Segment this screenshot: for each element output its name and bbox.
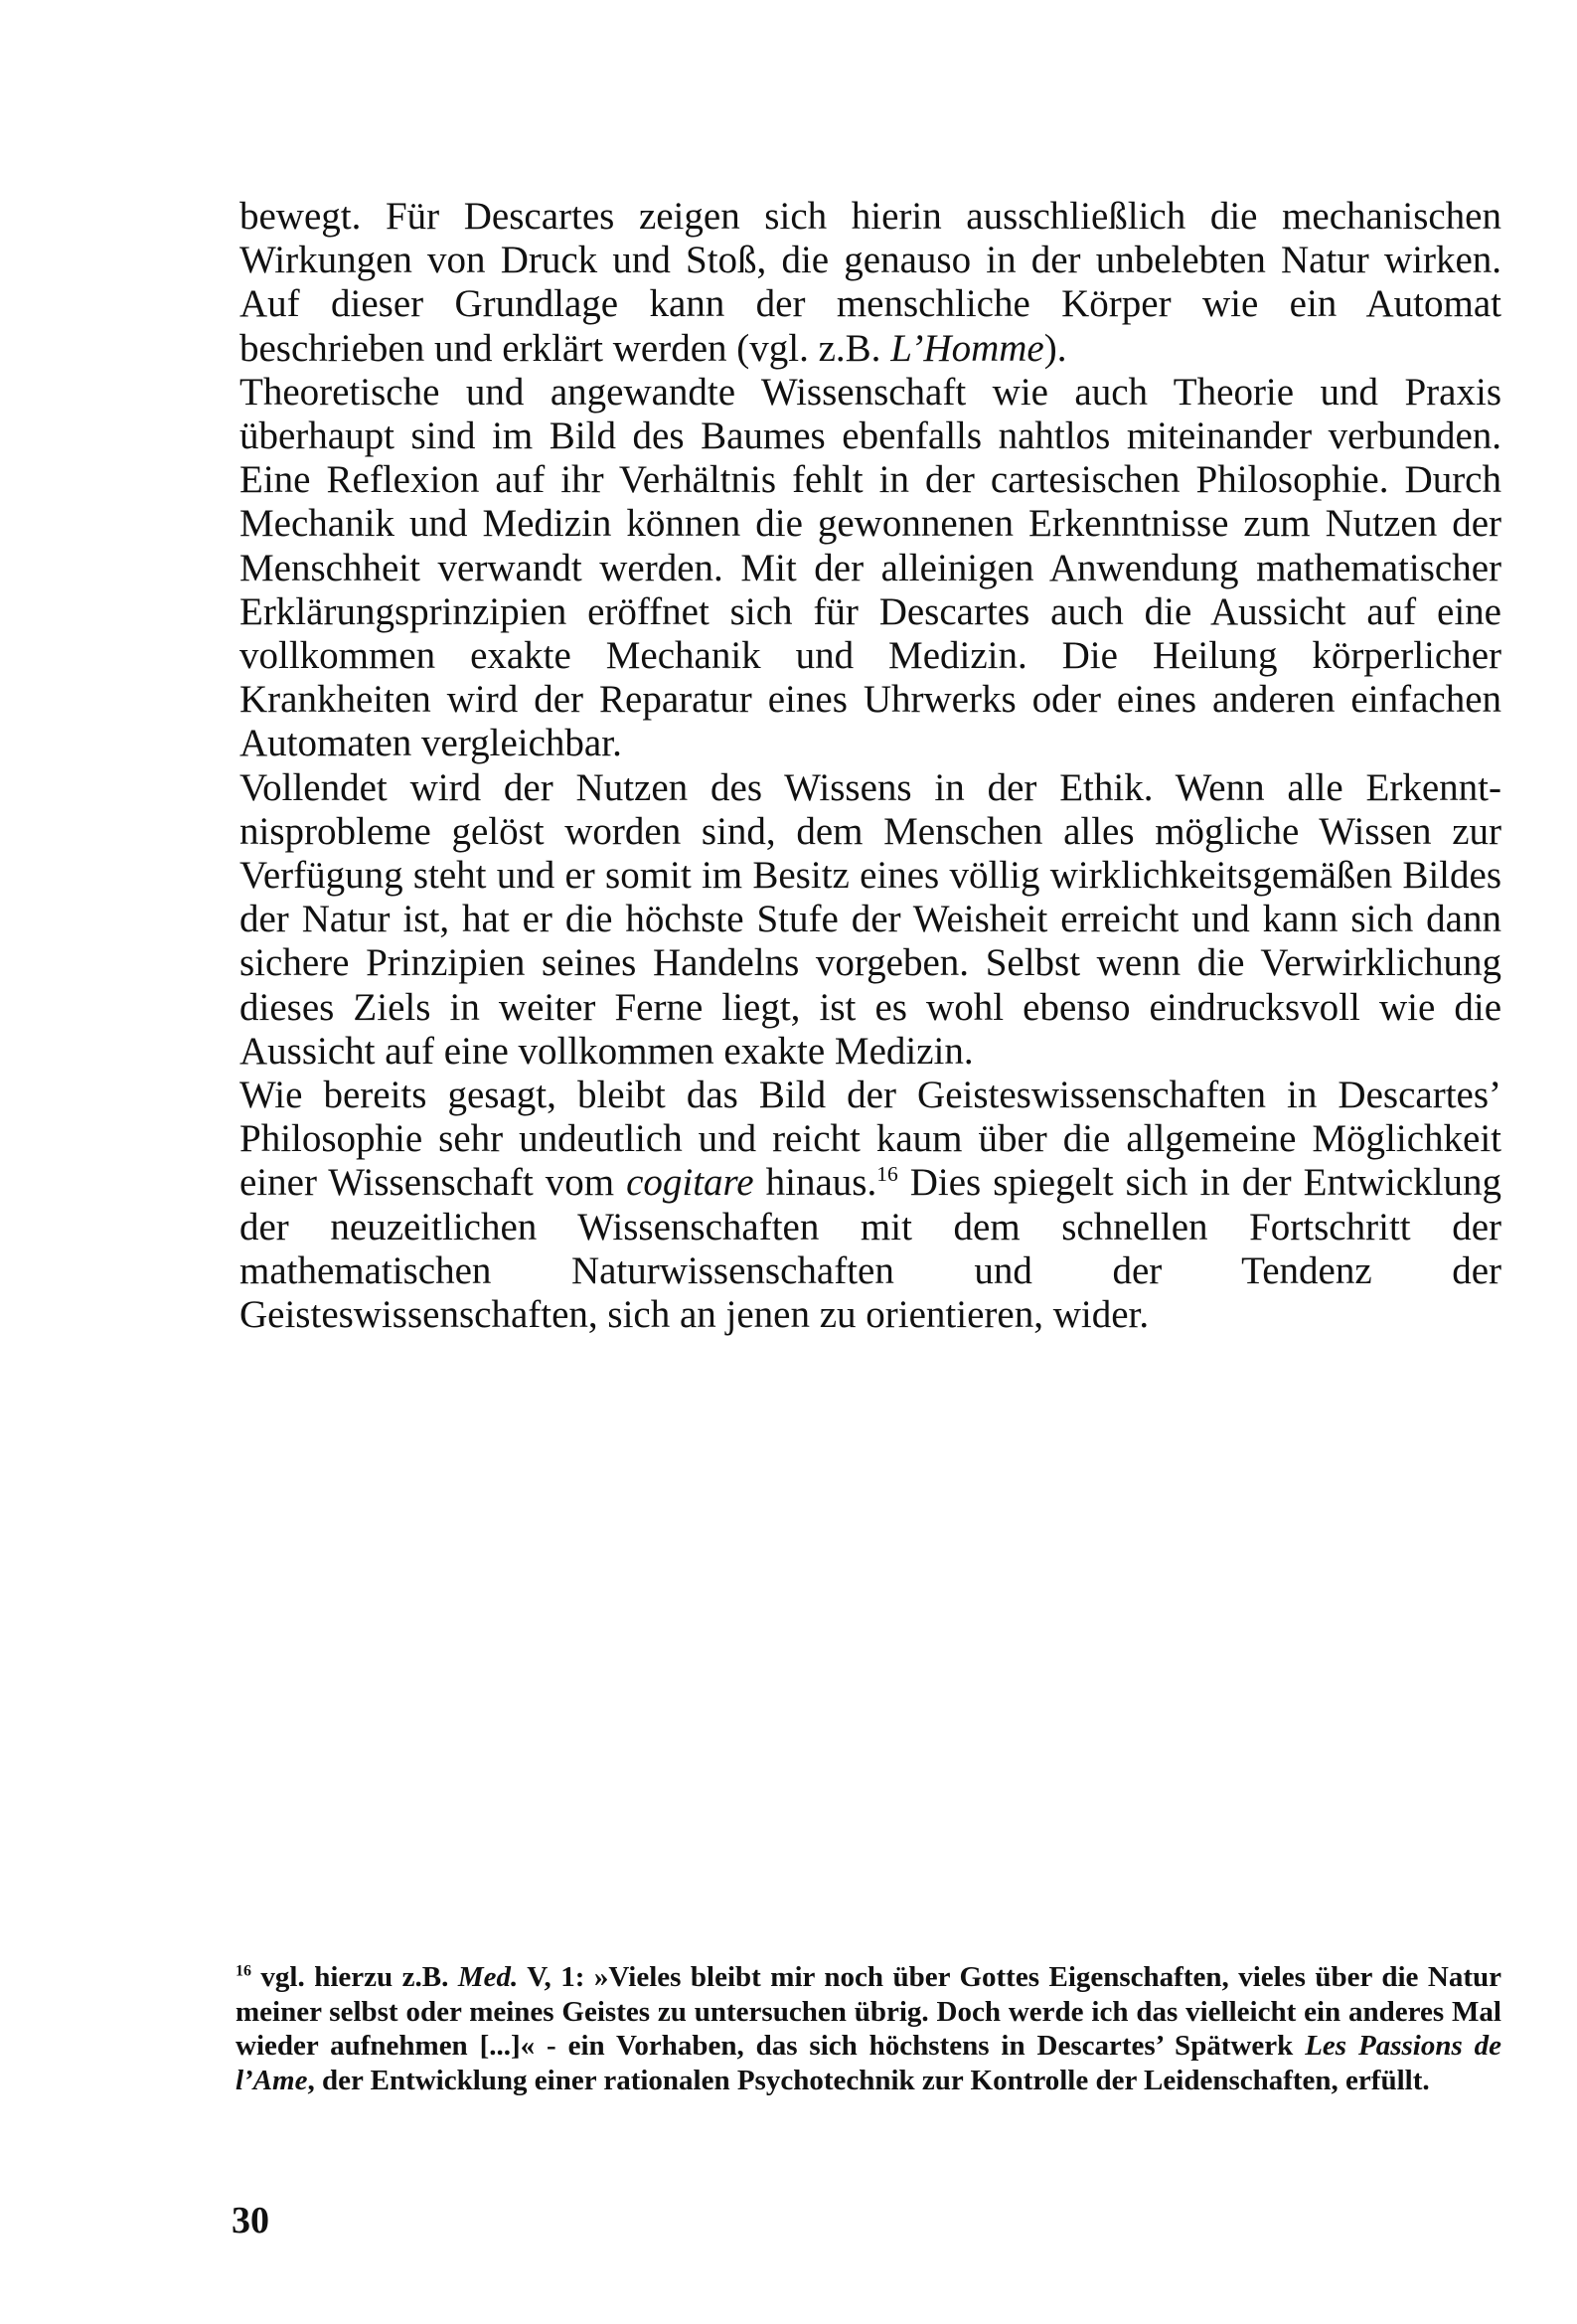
paragraph bbox=[239, 371, 1501, 766]
text-run: , der Entwicklung einer rationalen Psychotechnik zur Kontrolle der Leidenschaften, erfüllt. bbox=[307, 2064, 1430, 2096]
text-run: Vollendet wird der Nutzen des Wissens in der Ethik. Wenn alle Erkenntnisprobleme gelöst worden sind, dem Menschen alles mögliche Wissen zur Verfügung steht und er somit im Besitz eines völlig wirklichkeitsgemäßen Bildes der Natur ist, hat er die höchste Stufe der Weisheit erreicht und kann sich dann sichere Prinzipien seines Handelns vorgeben. Selbst wenn die Verwirklichung dieses Ziels in weiter Ferne liegt, ist es wohl ebenso eindrucksvoll wie die Aussicht auf eine vollkommen exakte Medizin. bbox=[239, 765, 1501, 1073]
text-run: Theoretische und angewandte Wissenschaft wie auch Theorie und Praxis überhaupt sind im Bild des Baumes ebenfalls nahtlos miteinander verbunden. Eine Reflexion auf ihr Verhältnis fehlt in der cartesischen Philosophie. Durch Mechanik und Medizin können die gewonnenen Erkenntnisse zum Nutzen der Menschheit verwandt werden. Mit der alleinigen Anwendung mathematischer Erklärungsprinzipien eröffnet sich für Descartes auch die Aussicht auf eine vollkommen exakte Mechanik und Medizin. Die Heilung körperlicher Krankheiten wird der Reparatur eines Uhrwerks oder eines anderen einfachen Automaten vergleichbar. bbox=[239, 370, 1501, 765]
text-run: bewegt. Für Descartes zeigen sich hierin ausschließlich die mechanischen Wirkungen von Druck und Stoß, die genauso in der unbelebten Natur wirken. Auf dieser Grundlage kann der menschliche Körper wie ein Automat beschrieben und erklärt werden (vgl. z.B. bbox=[239, 195, 1501, 370]
work-title-med: Med. bbox=[457, 1961, 519, 1993]
main-text-block bbox=[239, 195, 1501, 1337]
text-run: vgl. hierzu z.B. bbox=[250, 1961, 458, 1993]
paragraph bbox=[239, 1074, 1501, 1337]
text-run: ). bbox=[1043, 326, 1067, 370]
page-number: 30 bbox=[232, 2200, 269, 2241]
text-run: Dies spiegelt sich in der Entwicklung der neuzeitlichen Wissenschaften mit dem schnellen Fortschritt der mathematischen Naturwissenschaften und der Tendenz der Geisteswissenschaften, sich an jenen zu orientieren, wider. bbox=[239, 1161, 1501, 1337]
text-run: Wie bereits gesagt, bleibt das Bild der Geisteswissenschaften in Descartes’ Philosophie sehr undeutlich und reicht kaum über die allgemeine Möglichkeit einer Wissenschaft vom bbox=[239, 1074, 1501, 1205]
text-run: V, 1: »Vieles bleibt mir noch über Gottes Eigenschaften, vieles über die Natur meiner selbst oder meines Geistes zu untersuchen übrig. Doch werde ich das vielleicht ein anderes Mal wieder aufnehmen [...]« - ein Vorhaben, das sich höchstens in Descartes’ Spätwerk bbox=[236, 1961, 1501, 2062]
footnote bbox=[236, 1960, 1501, 2097]
footnote-reference[interactable]: 16 bbox=[876, 1162, 898, 1187]
paragraph bbox=[239, 766, 1501, 1074]
work-title-les-passions: Les Passions de l’Ame bbox=[236, 2030, 1502, 2096]
term-cogitare: cogitare bbox=[626, 1161, 754, 1205]
paragraph bbox=[239, 195, 1501, 371]
work-title-lhomme: L’Homme bbox=[890, 326, 1044, 370]
text-run: hinaus. bbox=[753, 1161, 877, 1205]
footnote-number: 16 bbox=[236, 1962, 251, 1980]
